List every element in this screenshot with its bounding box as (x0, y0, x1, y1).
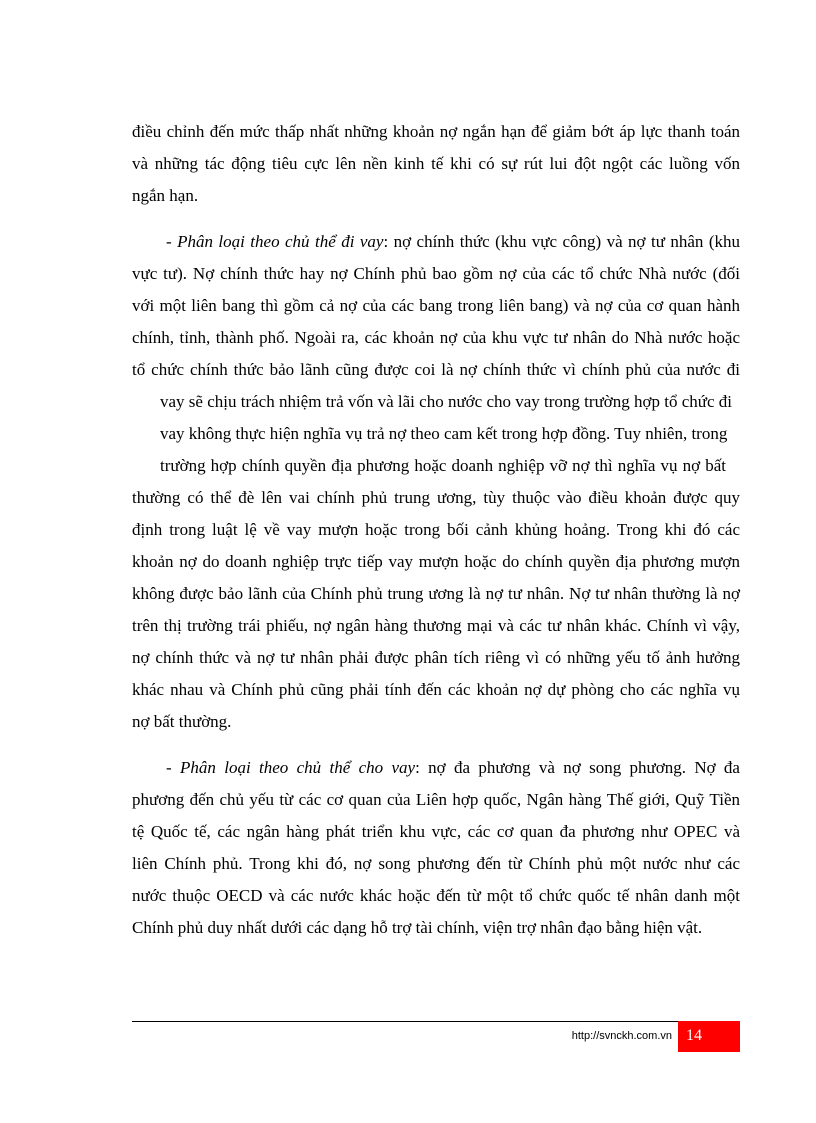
text-line: phương đến chủ yếu từ các cơ quan của Liên hợp quốc, Ngân hàng Thế giới, Quỹ Tiền (132, 790, 740, 809)
text-line: điều chỉnh đến mức thấp nhất những khoản nợ ngắn hạn để giảm bớt áp lực thanh toán (132, 122, 740, 141)
document-body (132, 116, 740, 944)
text-line: không được bảo lãnh của Chính phủ trung ương là nợ tư nhân. Nợ tư nhân thường là nợ (132, 584, 740, 603)
text-line: Chính phủ duy nhất dưới các dạng hỗ trợ tài chính, viện trợ nhân đạo bằng hiện vật. (132, 918, 703, 937)
text-line: nợ bất thường. (132, 712, 232, 731)
text-line: trên thị trường trái phiếu, nợ ngân hàng thương mại và các tư nhân khác. Chính vì vậy, (132, 616, 740, 635)
lead-text: : nợ đa phương và nợ song phương. Nợ đa (415, 758, 740, 777)
text-line: nợ chính thức và nợ tư nhân phải được phân tích riêng vì có những yếu tố ảnh hưởng (132, 648, 740, 667)
text-line: vay sẽ chịu trách nhiệm trả vốn và lãi cho nước cho vay trong trường hợp tổ chức đi (160, 392, 733, 411)
text-line-lead (132, 226, 740, 258)
text-line-lead (132, 752, 740, 784)
text-line: tệ Quốc tế, các ngân hàng phát triển khu vực, các cơ quan đa phương như OPEC và (132, 822, 740, 841)
text-line: trường hợp chính quyền địa phương hoặc doanh nghiệp vỡ nợ thì nghĩa vụ nợ bất (160, 456, 726, 475)
footer-website-link[interactable]: http://svnckh.com.vn (571, 1030, 672, 1042)
bullet-dash: - (166, 758, 180, 777)
text-line: chính, tỉnh, thành phố. Ngoài ra, các khoản nợ của khu vực tư nhân do Nhà nước hoặc (132, 328, 740, 347)
text-line: với một liên bang thì gồm cả nợ của các bang trong liên bang) và nợ của cơ quan hành (132, 296, 740, 315)
lead-text: : nợ chính thức (khu vực công) và nợ tư nhân (khu (383, 232, 740, 251)
text-line: nước thuộc OECD và các nước khác hoặc đến từ một tổ chức quốc tế nhân danh một (132, 886, 740, 905)
text-line: tổ chức chính thức bảo lãnh cũng được coi là nợ chính thức vì chính phủ của nước đi (132, 360, 740, 379)
paragraph-lender-classification (132, 752, 740, 944)
footer-divider (132, 1021, 678, 1022)
classification-term: Phân loại theo chủ thể đi vay (177, 232, 384, 251)
text-line: vay không thực hiện nghĩa vụ trả nợ theo cam kết trong hợp đồng. Tuy nhiên, trong (160, 424, 728, 443)
paragraph-intro (132, 116, 740, 212)
text-line: định trong luật lệ về vay mượn hoặc trong bối cảnh khủng hoảng. Trong khi đó các (132, 520, 740, 539)
text-line: và những tác động tiêu cực lên nền kinh tế khi có sự rút lui đột ngột các luồng vốn (132, 154, 740, 173)
paragraph-borrower-classification (132, 226, 740, 738)
text-line: liên Chính phủ. Trong khi đó, nợ song phương đến từ Chính phủ một nước như các (132, 854, 740, 873)
text-line: khác nhau và Chính phủ cũng phải tính đến các khoản nợ dự phòng cho các nghĩa vụ (132, 680, 740, 699)
classification-term: Phân loại theo chủ thể cho vay (180, 758, 416, 777)
text-line: vực tư). Nợ chính thức hay nợ Chính phủ bao gồm nợ của các tổ chức Nhà nước (đối (132, 264, 740, 283)
bullet-dash: - (166, 232, 178, 251)
text-line: khoản nợ do doanh nghiệp trực tiếp vay mượn hoặc do chính quyền địa phương mượn (132, 552, 740, 571)
page-number: 14 (686, 1027, 702, 1044)
text-line: thường có thể đè lên vai chính phủ trung ương, tùy thuộc vào điều khoản được quy (132, 488, 740, 507)
text-line: ngắn hạn. (132, 186, 199, 205)
